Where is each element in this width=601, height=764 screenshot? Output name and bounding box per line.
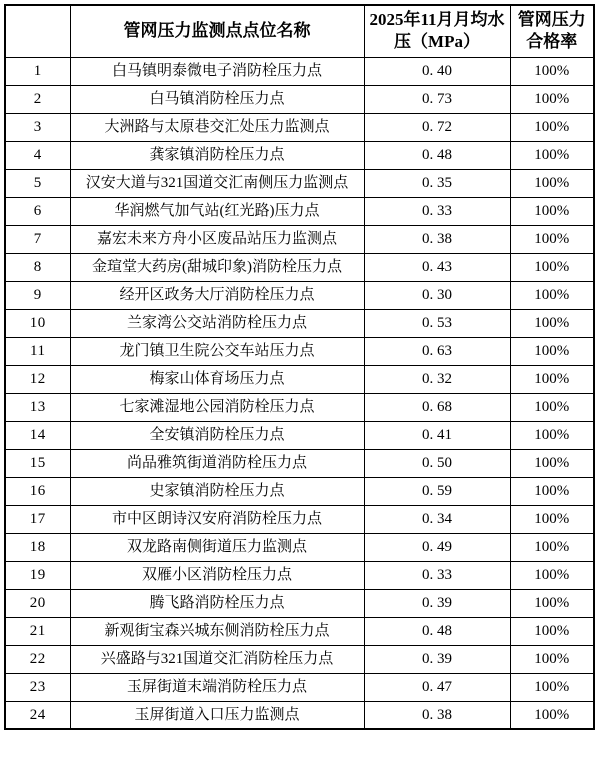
table-row xyxy=(5,589,594,617)
point-name-cell: 尚品雅筑街道消防栓压力点 xyxy=(70,449,364,477)
header-pressure-cell: 2025年11月月均水压（MPa） xyxy=(364,5,510,57)
row-index-cell: 9 xyxy=(5,281,70,309)
table-row xyxy=(5,85,594,113)
table-row xyxy=(5,57,594,85)
point-name-cell: 龙门镇卫生院公交车站压力点 xyxy=(70,337,364,365)
rate-cell: 100% xyxy=(510,505,594,533)
rate-cell: 100% xyxy=(510,449,594,477)
row-index-cell: 8 xyxy=(5,253,70,281)
pressure-cell: 0. 43 xyxy=(364,253,510,281)
pressure-cell: 0. 34 xyxy=(364,505,510,533)
row-index-cell: 19 xyxy=(5,561,70,589)
rate-cell: 100% xyxy=(510,141,594,169)
row-index-cell: 18 xyxy=(5,533,70,561)
rate-cell: 100% xyxy=(510,617,594,645)
rate-cell: 100% xyxy=(510,197,594,225)
header-index-cell xyxy=(5,5,70,57)
table-row xyxy=(5,617,594,645)
table-row xyxy=(5,309,594,337)
row-index-cell: 13 xyxy=(5,393,70,421)
table-row xyxy=(5,533,594,561)
header-row xyxy=(5,5,594,57)
point-name-cell: 梅家山体育场压力点 xyxy=(70,365,364,393)
pressure-cell: 0. 30 xyxy=(364,281,510,309)
row-index-cell: 3 xyxy=(5,113,70,141)
table-row xyxy=(5,561,594,589)
rate-cell: 100% xyxy=(510,281,594,309)
row-index-cell: 4 xyxy=(5,141,70,169)
point-name-cell: 玉屏街道入口压力监测点 xyxy=(70,701,364,729)
table-row xyxy=(5,477,594,505)
pressure-cell: 0. 47 xyxy=(364,673,510,701)
row-index-cell: 5 xyxy=(5,169,70,197)
row-index-cell: 17 xyxy=(5,505,70,533)
table-row xyxy=(5,141,594,169)
point-name-cell: 兰家湾公交站消防栓压力点 xyxy=(70,309,364,337)
row-index-cell: 10 xyxy=(5,309,70,337)
pressure-cell: 0. 68 xyxy=(364,393,510,421)
rate-cell: 100% xyxy=(510,253,594,281)
table-row xyxy=(5,365,594,393)
point-name-cell: 龚家镇消防栓压力点 xyxy=(70,141,364,169)
pressure-cell: 0. 48 xyxy=(364,617,510,645)
table-row xyxy=(5,337,594,365)
row-index-cell: 12 xyxy=(5,365,70,393)
rate-cell: 100% xyxy=(510,645,594,673)
pressure-cell: 0. 50 xyxy=(364,449,510,477)
pressure-cell: 0. 38 xyxy=(364,701,510,729)
row-index-cell: 1 xyxy=(5,57,70,85)
rate-cell: 100% xyxy=(510,673,594,701)
pressure-cell: 0. 49 xyxy=(364,533,510,561)
point-name-cell: 汉安大道与321国道交汇南侧压力监测点 xyxy=(70,169,364,197)
point-name-cell: 嘉宏未来方舟小区废品站压力监测点 xyxy=(70,225,364,253)
pressure-cell: 0. 33 xyxy=(364,561,510,589)
pressure-cell: 0. 73 xyxy=(364,85,510,113)
point-name-cell: 经开区政务大厅消防栓压力点 xyxy=(70,281,364,309)
rate-cell: 100% xyxy=(510,85,594,113)
row-index-cell: 16 xyxy=(5,477,70,505)
table-row xyxy=(5,169,594,197)
rate-cell: 100% xyxy=(510,533,594,561)
rate-cell: 100% xyxy=(510,169,594,197)
point-name-cell: 华润燃气加气站(红光路)压力点 xyxy=(70,197,364,225)
table-row xyxy=(5,701,594,729)
pressure-cell: 0. 38 xyxy=(364,225,510,253)
rate-cell: 100% xyxy=(510,365,594,393)
point-name-cell: 白马镇明泰微电子消防栓压力点 xyxy=(70,57,364,85)
pressure-cell: 0. 39 xyxy=(364,589,510,617)
rate-cell: 100% xyxy=(510,225,594,253)
pressure-monitoring-table xyxy=(4,4,595,730)
pressure-cell: 0. 39 xyxy=(364,645,510,673)
table-row xyxy=(5,113,594,141)
row-index-cell: 20 xyxy=(5,589,70,617)
rate-cell: 100% xyxy=(510,589,594,617)
table-row xyxy=(5,197,594,225)
row-index-cell: 7 xyxy=(5,225,70,253)
point-name-cell: 新观街宝森兴城东侧消防栓压力点 xyxy=(70,617,364,645)
table-header xyxy=(5,5,594,57)
table-row xyxy=(5,449,594,477)
rate-cell: 100% xyxy=(510,421,594,449)
row-index-cell: 14 xyxy=(5,421,70,449)
point-name-cell: 双雁小区消防栓压力点 xyxy=(70,561,364,589)
header-rate-cell: 管网压力合格率 xyxy=(510,5,594,57)
table-row xyxy=(5,673,594,701)
row-index-cell: 6 xyxy=(5,197,70,225)
pressure-cell: 0. 63 xyxy=(364,337,510,365)
rate-cell: 100% xyxy=(510,57,594,85)
table-row xyxy=(5,393,594,421)
row-index-cell: 15 xyxy=(5,449,70,477)
point-name-cell: 金瑄堂大药房(甜城印象)消防栓压力点 xyxy=(70,253,364,281)
point-name-cell: 全安镇消防栓压力点 xyxy=(70,421,364,449)
point-name-cell: 腾飞路消防栓压力点 xyxy=(70,589,364,617)
table-row xyxy=(5,253,594,281)
point-name-cell: 双龙路南侧街道压力监测点 xyxy=(70,533,364,561)
table-row xyxy=(5,421,594,449)
rate-cell: 100% xyxy=(510,309,594,337)
rate-cell: 100% xyxy=(510,337,594,365)
pressure-cell: 0. 72 xyxy=(364,113,510,141)
pressure-cell: 0. 32 xyxy=(364,365,510,393)
rate-cell: 100% xyxy=(510,701,594,729)
row-index-cell: 2 xyxy=(5,85,70,113)
point-name-cell: 大洲路与太原巷交汇处压力监测点 xyxy=(70,113,364,141)
pressure-cell: 0. 53 xyxy=(364,309,510,337)
table-row xyxy=(5,645,594,673)
row-index-cell: 24 xyxy=(5,701,70,729)
rate-cell: 100% xyxy=(510,477,594,505)
table-row xyxy=(5,505,594,533)
point-name-cell: 七家滩湿地公园消防栓压力点 xyxy=(70,393,364,421)
rate-cell: 100% xyxy=(510,393,594,421)
rate-cell: 100% xyxy=(510,113,594,141)
pressure-cell: 0. 33 xyxy=(364,197,510,225)
point-name-cell: 市中区朗诗汉安府消防栓压力点 xyxy=(70,505,364,533)
table-row xyxy=(5,281,594,309)
header-name-cell: 管网压力监测点点位名称 xyxy=(70,5,364,57)
pressure-cell: 0. 41 xyxy=(364,421,510,449)
point-name-cell: 史家镇消防栓压力点 xyxy=(70,477,364,505)
point-name-cell: 兴盛路与321国道交汇消防栓压力点 xyxy=(70,645,364,673)
pressure-cell: 0. 35 xyxy=(364,169,510,197)
pressure-cell: 0. 59 xyxy=(364,477,510,505)
row-index-cell: 21 xyxy=(5,617,70,645)
pressure-cell: 0. 40 xyxy=(364,57,510,85)
row-index-cell: 11 xyxy=(5,337,70,365)
table-row xyxy=(5,225,594,253)
point-name-cell: 玉屏街道末端消防栓压力点 xyxy=(70,673,364,701)
table-body xyxy=(5,57,594,729)
pressure-cell: 0. 48 xyxy=(364,141,510,169)
rate-cell: 100% xyxy=(510,561,594,589)
row-index-cell: 22 xyxy=(5,645,70,673)
row-index-cell: 23 xyxy=(5,673,70,701)
point-name-cell: 白马镇消防栓压力点 xyxy=(70,85,364,113)
